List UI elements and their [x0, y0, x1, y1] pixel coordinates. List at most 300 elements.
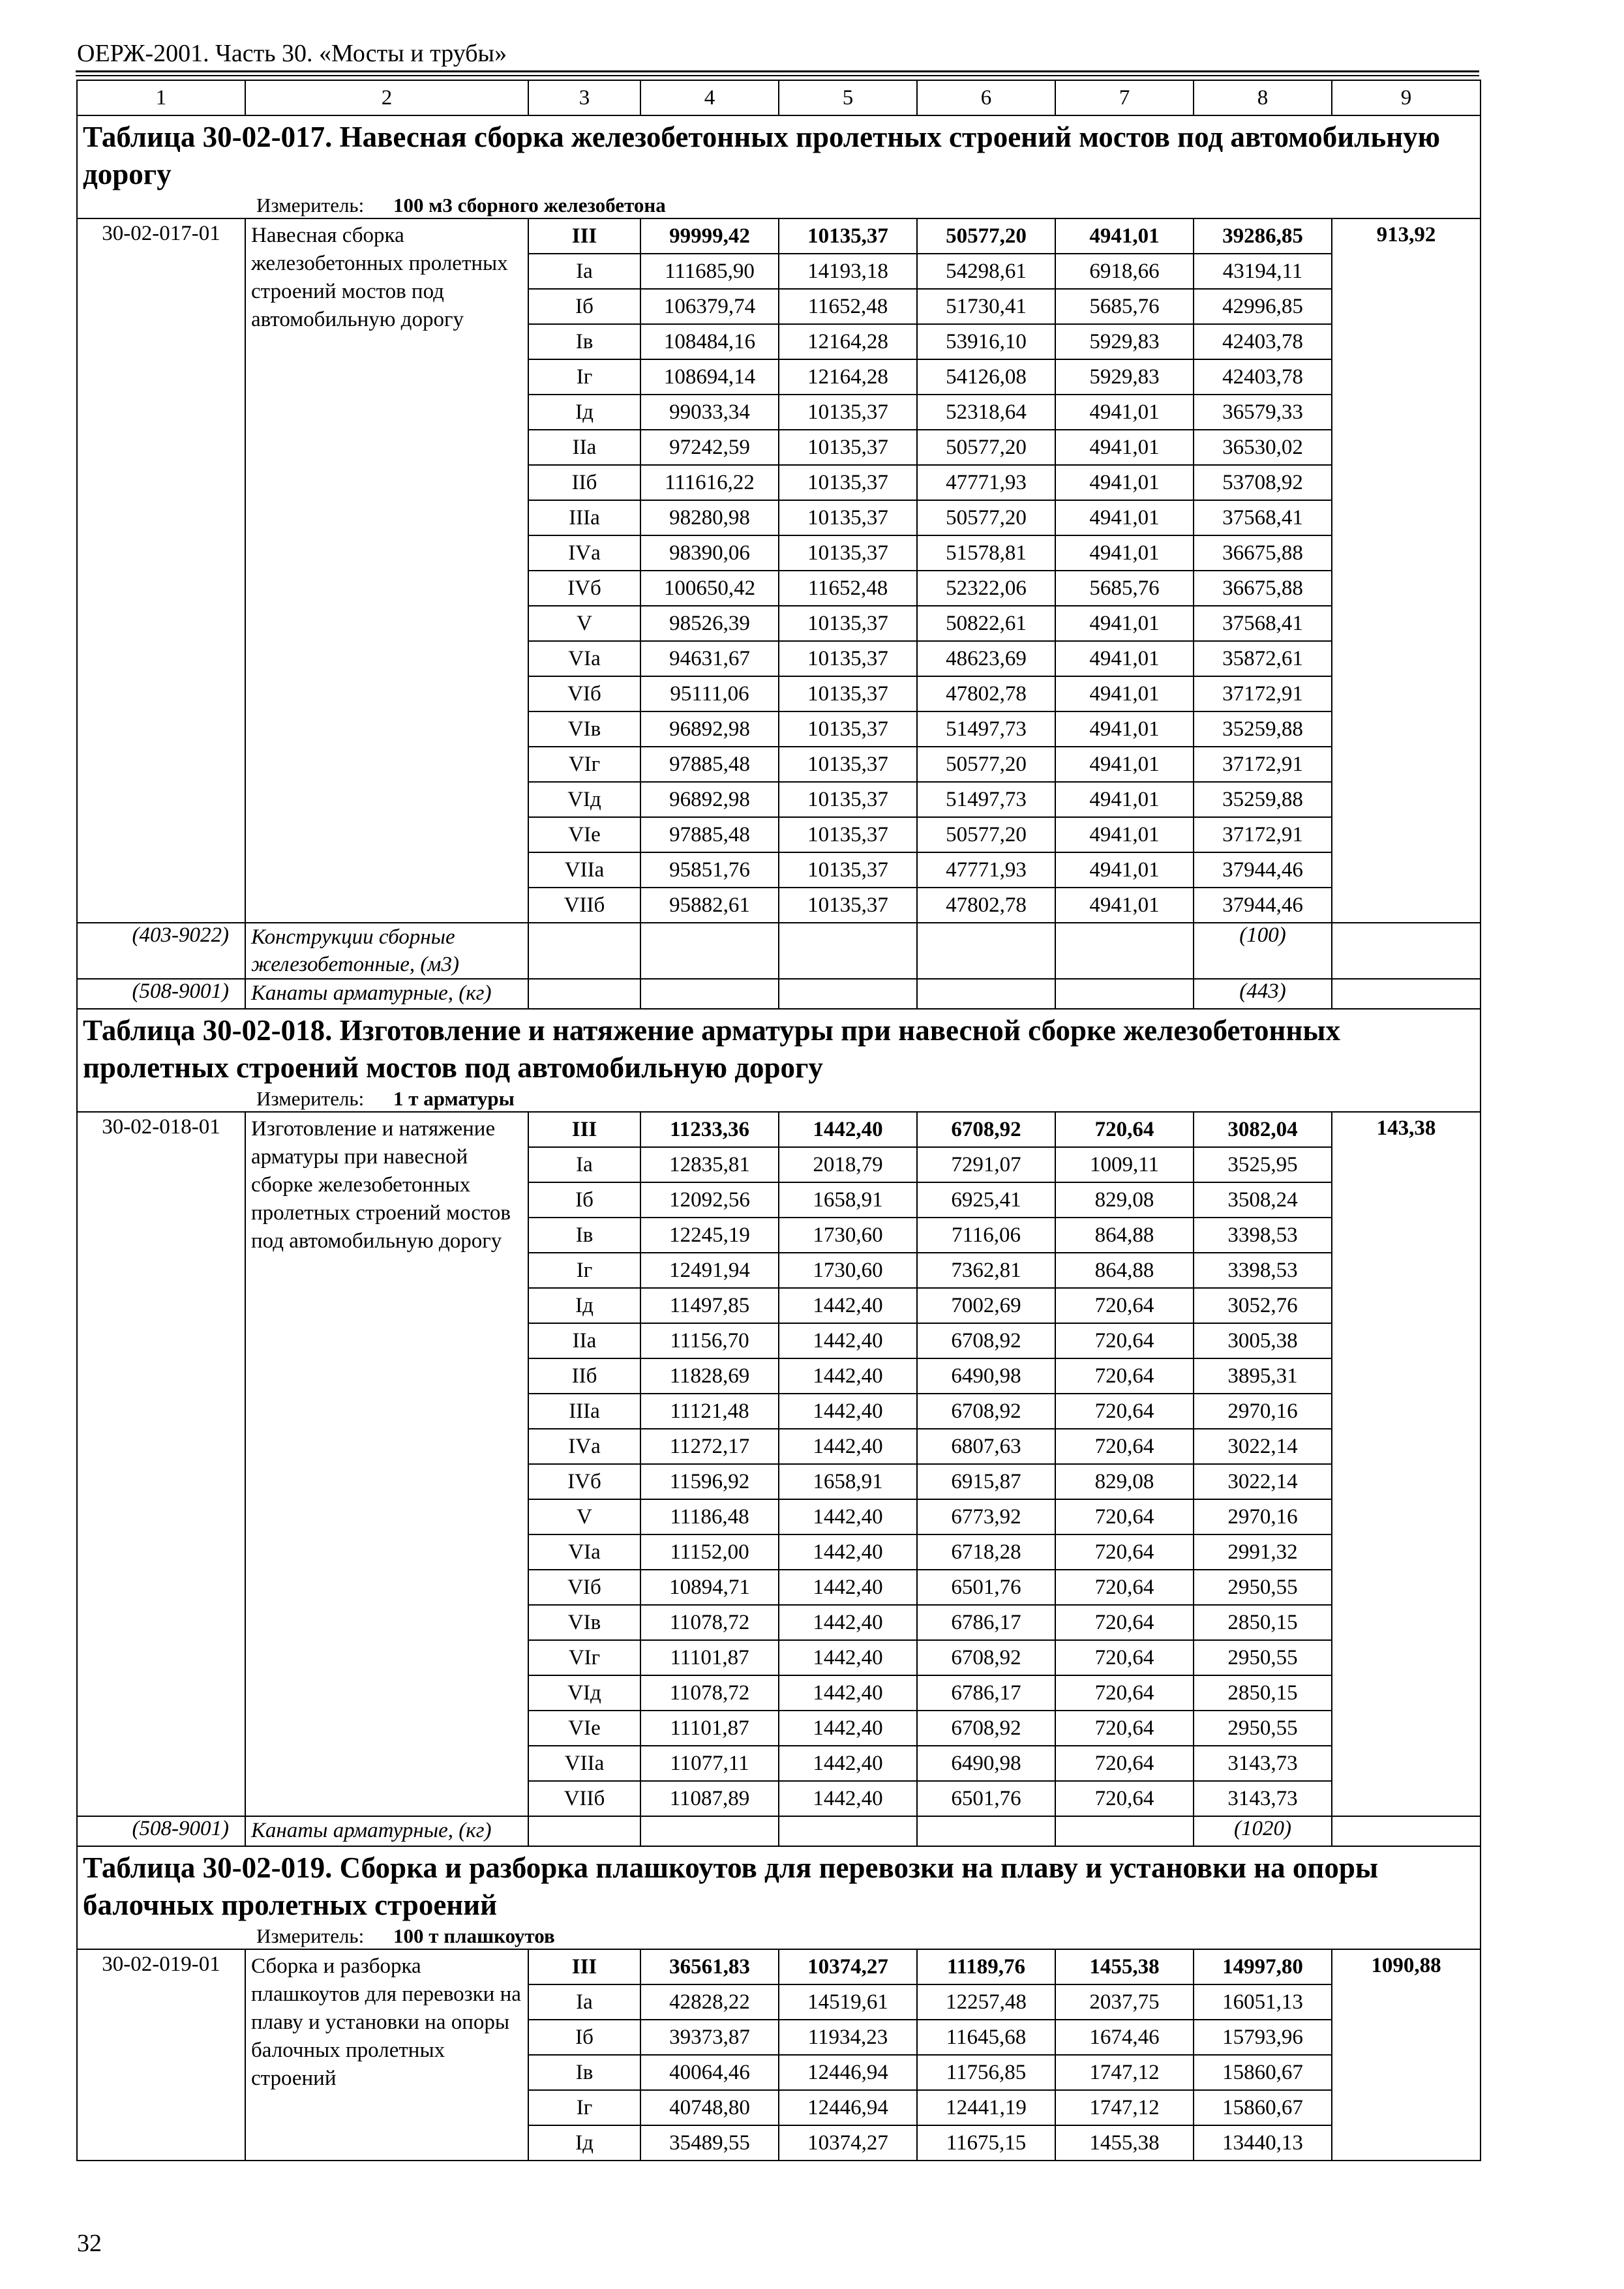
value-cell: 48623,69	[917, 641, 1055, 676]
value-cell: 47802,78	[917, 676, 1055, 711]
value-cell: 15793,96	[1194, 2020, 1332, 2055]
value-cell: 50577,20	[917, 218, 1055, 254]
unit-value: 1 т арматуры	[393, 1087, 515, 1110]
col-num: 2	[245, 80, 528, 115]
row-code: 30-02-019-01	[77, 1949, 245, 2161]
value-cell: 10135,37	[779, 430, 917, 465]
value-cell: 6918,66	[1055, 254, 1194, 289]
value-cell: 720,64	[1055, 1499, 1194, 1534]
zone-cell: Iв	[528, 324, 640, 359]
col-num: 6	[917, 80, 1055, 115]
value-cell: 99033,34	[640, 395, 779, 430]
value-cell: 10135,37	[779, 711, 917, 747]
unit-label: Измеритель:	[256, 194, 365, 217]
value-cell: 14997,80	[1194, 1949, 1332, 1984]
value-cell: 2970,16	[1194, 1499, 1332, 1534]
empty-cell	[917, 1816, 1055, 1846]
empty-cell	[528, 1816, 640, 1846]
value-cell: 1442,40	[779, 1499, 917, 1534]
zone-cell: IIб	[528, 1358, 640, 1394]
value-cell: 14193,18	[779, 254, 917, 289]
value-cell: 720,64	[1055, 1394, 1194, 1429]
unit-cell	[77, 193, 1481, 218]
value-cell: 11186,48	[640, 1499, 779, 1534]
table-row	[77, 218, 1481, 254]
unit-value: 100 м3 сборного железобетона	[393, 194, 666, 217]
value-cell: 47771,93	[917, 465, 1055, 500]
value-cell: 108484,16	[640, 324, 779, 359]
value-cell: 4941,01	[1055, 747, 1194, 782]
value-cell: 6708,92	[917, 1640, 1055, 1675]
value-cell: 37172,91	[1194, 676, 1332, 711]
value-cell: 10135,37	[779, 606, 917, 641]
value-cell: 6773,92	[917, 1499, 1055, 1534]
empty-cell	[779, 923, 917, 979]
empty-cell	[640, 1816, 779, 1846]
value-cell: 720,64	[1055, 1640, 1194, 1675]
col-num: 8	[1194, 80, 1332, 115]
value-cell: 10894,71	[640, 1570, 779, 1605]
value-cell: 720,64	[1055, 1323, 1194, 1358]
value-cell: 11077,11	[640, 1746, 779, 1781]
zone-cell: VIв	[528, 1605, 640, 1640]
zone-cell: VIд	[528, 782, 640, 817]
value-cell: 12446,94	[779, 2055, 917, 2090]
value-cell: 1747,12	[1055, 2090, 1194, 2125]
table-body	[77, 80, 1481, 2161]
zone-cell: VIIа	[528, 1746, 640, 1781]
value-cell: 10135,37	[779, 465, 917, 500]
value-cell: 1442,40	[779, 1358, 917, 1394]
value-cell: 3005,38	[1194, 1323, 1332, 1358]
empty-cell	[1055, 979, 1194, 1009]
value-cell: 108694,14	[640, 359, 779, 395]
value-cell: 7291,07	[917, 1147, 1055, 1182]
value-cell: 11078,72	[640, 1605, 779, 1640]
row-description: Навесная сборка железобетонных пролетных строений мостов под автомобильную дорогу	[245, 218, 528, 923]
value-cell: 11101,87	[640, 1640, 779, 1675]
value-cell: 4941,01	[1055, 430, 1194, 465]
zone-cell: Iб	[528, 1182, 640, 1218]
unit-cell	[77, 1086, 1481, 1112]
unit-label: Измеритель:	[256, 1087, 365, 1110]
empty-cell	[640, 923, 779, 979]
running-header: ОЕРЖ-2001. Часть 30. «Мосты и трубы»	[77, 40, 507, 67]
zone-cell: III	[528, 1112, 640, 1147]
table-title-row	[77, 115, 1481, 193]
zone-cell: IIб	[528, 465, 640, 500]
value-cell: 5929,83	[1055, 359, 1194, 395]
value-cell: 3508,24	[1194, 1182, 1332, 1218]
value-cell: 40064,46	[640, 2055, 779, 2090]
value-cell: 106379,74	[640, 289, 779, 324]
zone-cell: IIIа	[528, 500, 640, 535]
value-cell: 2850,15	[1194, 1675, 1332, 1711]
zone-cell: IIIа	[528, 1394, 640, 1429]
value-cell: 95851,76	[640, 852, 779, 888]
value-cell: 3022,14	[1194, 1464, 1332, 1499]
zone-cell: V	[528, 606, 640, 641]
value-cell: 4941,01	[1055, 465, 1194, 500]
value-cell: 11101,87	[640, 1711, 779, 1746]
value-cell: 6708,92	[917, 1711, 1055, 1746]
empty-cell	[1332, 979, 1481, 1009]
value-cell: 50577,20	[917, 430, 1055, 465]
value-cell: 3052,76	[1194, 1288, 1332, 1323]
value-cell: 37944,46	[1194, 888, 1332, 923]
value-cell: 5685,76	[1055, 289, 1194, 324]
value-cell: 94631,67	[640, 641, 779, 676]
value-cell: 2850,15	[1194, 1605, 1332, 1640]
value-cell: 720,64	[1055, 1675, 1194, 1711]
value-cell: 42403,78	[1194, 324, 1332, 359]
value-cell: 51578,81	[917, 535, 1055, 571]
zone-cell: Iв	[528, 2055, 640, 2090]
value-cell: 4941,01	[1055, 782, 1194, 817]
resource-code: (403-9022)	[77, 923, 245, 979]
value-cell: 10135,37	[779, 817, 917, 852]
value-cell: 2037,75	[1055, 1984, 1194, 2020]
value-cell: 11652,48	[779, 289, 917, 324]
value-cell: 10135,37	[779, 747, 917, 782]
value-cell: 3398,53	[1194, 1218, 1332, 1253]
value-cell: 35489,55	[640, 2125, 779, 2161]
zone-cell: IVб	[528, 1464, 640, 1499]
table-title: Таблица 30-02-017. Навесная сборка железобетонных пролетных строений мостов под автомобильную дорогу	[77, 115, 1481, 193]
resource-row	[77, 1816, 1481, 1846]
value-cell: 4941,01	[1055, 676, 1194, 711]
value-cell: 12164,28	[779, 359, 917, 395]
value-cell: 10374,27	[779, 2125, 917, 2161]
value-cell: 1442,40	[779, 1675, 917, 1711]
value-cell: 40748,80	[640, 2090, 779, 2125]
value-cell: 10135,37	[779, 852, 917, 888]
value-cell: 11497,85	[640, 1288, 779, 1323]
value-cell: 36530,02	[1194, 430, 1332, 465]
table-title-row	[77, 1009, 1481, 1086]
value-cell: 39286,85	[1194, 218, 1332, 254]
value-cell: 12491,94	[640, 1253, 779, 1288]
row-description: Изготовление и натяжение арматуры при навесной сборке железобетонных пролетных строений мостов под автомобильную дорогу	[245, 1112, 528, 1816]
col9-value: 1090,88	[1332, 1949, 1481, 2161]
zone-cell: V	[528, 1499, 640, 1534]
value-cell: 1658,91	[779, 1464, 917, 1499]
value-cell: 37172,91	[1194, 747, 1332, 782]
value-cell: 15860,67	[1194, 2055, 1332, 2090]
value-cell: 35259,88	[1194, 711, 1332, 747]
value-cell: 98390,06	[640, 535, 779, 571]
value-cell: 1455,38	[1055, 2125, 1194, 2161]
value-cell: 47802,78	[917, 888, 1055, 923]
zone-cell: IVа	[528, 1429, 640, 1464]
zone-cell: VIа	[528, 1534, 640, 1570]
value-cell: 99999,42	[640, 218, 779, 254]
value-cell: 6708,92	[917, 1323, 1055, 1358]
resource-qty: (1020)	[1194, 1816, 1332, 1846]
table-title: Таблица 30-02-018. Изготовление и натяжение арматуры при навесной сборке железобетонных пролетных строений мостов под автомобильную дорогу	[77, 1009, 1481, 1086]
value-cell: 42996,85	[1194, 289, 1332, 324]
zone-cell: Iб	[528, 2020, 640, 2055]
value-cell: 5929,83	[1055, 324, 1194, 359]
value-cell: 12164,28	[779, 324, 917, 359]
value-cell: 6501,76	[917, 1781, 1055, 1816]
value-cell: 1442,40	[779, 1781, 917, 1816]
value-cell: 6708,92	[917, 1394, 1055, 1429]
value-cell: 42403,78	[1194, 359, 1332, 395]
value-cell: 12835,81	[640, 1147, 779, 1182]
value-cell: 47771,93	[917, 852, 1055, 888]
value-cell: 4941,01	[1055, 817, 1194, 852]
value-cell: 10135,37	[779, 888, 917, 923]
value-cell: 10135,37	[779, 218, 917, 254]
value-cell: 2950,55	[1194, 1570, 1332, 1605]
empty-cell	[917, 923, 1055, 979]
value-cell: 1442,40	[779, 1429, 917, 1464]
value-cell: 12441,19	[917, 2090, 1055, 2125]
value-cell: 6807,63	[917, 1429, 1055, 1464]
table-title: Таблица 30-02-019. Сборка и разборка плашкоутов для перевозки на плаву и установки на опоры балочных пролетных строений	[77, 1846, 1481, 1924]
header-rule-thin	[76, 75, 1479, 76]
zone-cell: Iг	[528, 2090, 640, 2125]
empty-cell	[1055, 923, 1194, 979]
value-cell: 3525,95	[1194, 1147, 1332, 1182]
value-cell: 10135,37	[779, 395, 917, 430]
value-cell: 6490,98	[917, 1746, 1055, 1781]
value-cell: 829,08	[1055, 1464, 1194, 1499]
value-cell: 98280,98	[640, 500, 779, 535]
empty-cell	[640, 979, 779, 1009]
value-cell: 10135,37	[779, 641, 917, 676]
value-cell: 720,64	[1055, 1534, 1194, 1570]
value-cell: 52318,64	[917, 395, 1055, 430]
value-cell: 97242,59	[640, 430, 779, 465]
zone-cell: IIа	[528, 1323, 640, 1358]
column-number-row	[77, 80, 1481, 115]
value-cell: 720,64	[1055, 1112, 1194, 1147]
zone-cell: Iд	[528, 395, 640, 430]
value-cell: 720,64	[1055, 1358, 1194, 1394]
value-cell: 4941,01	[1055, 395, 1194, 430]
value-cell: 50577,20	[917, 747, 1055, 782]
value-cell: 2950,55	[1194, 1711, 1332, 1746]
unit-row	[77, 1924, 1481, 1949]
empty-cell	[917, 979, 1055, 1009]
resource-row	[77, 923, 1481, 979]
value-cell: 3895,31	[1194, 1358, 1332, 1394]
value-cell: 1009,11	[1055, 1147, 1194, 1182]
value-cell: 10135,37	[779, 782, 917, 817]
estimate-table	[76, 80, 1481, 2161]
zone-cell: Iв	[528, 1218, 640, 1253]
value-cell: 10135,37	[779, 500, 917, 535]
zone-cell: VIг	[528, 747, 640, 782]
unit-row	[77, 1086, 1481, 1112]
table-title-row	[77, 1846, 1481, 1924]
value-cell: 1442,40	[779, 1323, 917, 1358]
zone-cell: Iа	[528, 1984, 640, 2020]
resource-qty: (443)	[1194, 979, 1332, 1009]
value-cell: 100650,42	[640, 571, 779, 606]
unit-label: Измеритель:	[256, 1924, 365, 1947]
value-cell: 50822,61	[917, 606, 1055, 641]
zone-cell: IVб	[528, 571, 640, 606]
col-num: 7	[1055, 80, 1194, 115]
value-cell: 1747,12	[1055, 2055, 1194, 2090]
zone-cell: VIе	[528, 817, 640, 852]
value-cell: 2018,79	[779, 1147, 917, 1182]
value-cell: 4941,01	[1055, 500, 1194, 535]
row-code: 30-02-018-01	[77, 1112, 245, 1816]
zone-cell: III	[528, 1949, 640, 1984]
col-num: 9	[1332, 80, 1481, 115]
col-num: 3	[528, 80, 640, 115]
col-num: 1	[77, 80, 245, 115]
value-cell: 1442,40	[779, 1112, 917, 1147]
value-cell: 36561,83	[640, 1949, 779, 1984]
value-cell: 50577,20	[917, 817, 1055, 852]
value-cell: 1442,40	[779, 1534, 917, 1570]
zone-cell: VIб	[528, 1570, 640, 1605]
resource-row	[77, 979, 1481, 1009]
value-cell: 4941,01	[1055, 711, 1194, 747]
value-cell: 6490,98	[917, 1358, 1055, 1394]
zone-cell: VIа	[528, 641, 640, 676]
value-cell: 7002,69	[917, 1288, 1055, 1323]
value-cell: 12092,56	[640, 1182, 779, 1218]
resource-name: Конструкции сборные железобетонные, (м3)	[245, 923, 528, 979]
value-cell: 7362,81	[917, 1253, 1055, 1288]
value-cell: 12446,94	[779, 2090, 917, 2125]
empty-cell	[779, 1816, 917, 1846]
unit-row	[77, 193, 1481, 218]
value-cell: 11156,70	[640, 1323, 779, 1358]
zone-cell: VIIб	[528, 888, 640, 923]
value-cell: 3082,04	[1194, 1112, 1332, 1147]
value-cell: 15860,67	[1194, 2090, 1332, 2125]
empty-cell	[1332, 923, 1481, 979]
value-cell: 36675,88	[1194, 535, 1332, 571]
value-cell: 1442,40	[779, 1570, 917, 1605]
zone-cell: VIд	[528, 1675, 640, 1711]
zone-cell: Iа	[528, 1147, 640, 1182]
value-cell: 2970,16	[1194, 1394, 1332, 1429]
value-cell: 2991,32	[1194, 1534, 1332, 1570]
value-cell: 3143,73	[1194, 1746, 1332, 1781]
row-description: Сборка и разборка плашкоутов для перевозки на плаву и установки на опоры балочных пролетных строений	[245, 1949, 528, 2161]
value-cell: 98526,39	[640, 606, 779, 641]
value-cell: 39373,87	[640, 2020, 779, 2055]
value-cell: 35872,61	[1194, 641, 1332, 676]
value-cell: 37944,46	[1194, 852, 1332, 888]
unit-value: 100 т плашкоутов	[393, 1924, 555, 1947]
row-code: 30-02-017-01	[77, 218, 245, 923]
value-cell: 97885,48	[640, 747, 779, 782]
value-cell: 1674,46	[1055, 2020, 1194, 2055]
value-cell: 37568,41	[1194, 606, 1332, 641]
value-cell: 11233,36	[640, 1112, 779, 1147]
value-cell: 6786,17	[917, 1605, 1055, 1640]
value-cell: 53708,92	[1194, 465, 1332, 500]
value-cell: 11596,92	[640, 1464, 779, 1499]
value-cell: 11078,72	[640, 1675, 779, 1711]
col-num: 4	[640, 80, 779, 115]
value-cell: 111616,22	[640, 465, 779, 500]
value-cell: 4941,01	[1055, 641, 1194, 676]
value-cell: 95882,61	[640, 888, 779, 923]
value-cell: 864,88	[1055, 1218, 1194, 1253]
value-cell: 6786,17	[917, 1675, 1055, 1711]
empty-cell	[779, 979, 917, 1009]
zone-cell: VIв	[528, 711, 640, 747]
value-cell: 3143,73	[1194, 1781, 1332, 1816]
table-row	[77, 1949, 1481, 1984]
value-cell: 720,64	[1055, 1746, 1194, 1781]
value-cell: 5685,76	[1055, 571, 1194, 606]
value-cell: 11272,17	[640, 1429, 779, 1464]
col9-value: 143,38	[1332, 1112, 1481, 1816]
value-cell: 1442,40	[779, 1288, 917, 1323]
value-cell: 43194,11	[1194, 254, 1332, 289]
value-cell: 1442,40	[779, 1746, 917, 1781]
value-cell: 51730,41	[917, 289, 1055, 324]
resource-name: Канаты арматурные, (кг)	[245, 1816, 528, 1846]
value-cell: 10135,37	[779, 535, 917, 571]
value-cell: 720,64	[1055, 1570, 1194, 1605]
value-cell: 36675,88	[1194, 571, 1332, 606]
empty-cell	[1332, 1816, 1481, 1846]
value-cell: 720,64	[1055, 1711, 1194, 1746]
value-cell: 1442,40	[779, 1640, 917, 1675]
empty-cell	[1055, 1816, 1194, 1846]
value-cell: 1658,91	[779, 1182, 917, 1218]
zone-cell: III	[528, 218, 640, 254]
value-cell: 96892,98	[640, 711, 779, 747]
zone-cell: Iа	[528, 254, 640, 289]
value-cell: 1442,40	[779, 1394, 917, 1429]
value-cell: 11087,89	[640, 1781, 779, 1816]
value-cell: 10374,27	[779, 1949, 917, 1984]
resource-code: (508-9001)	[77, 979, 245, 1009]
value-cell: 1442,40	[779, 1711, 917, 1746]
value-cell: 13440,13	[1194, 2125, 1332, 2161]
resource-name: Канаты арматурные, (кг)	[245, 979, 528, 1009]
resource-code: (508-9001)	[77, 1816, 245, 1846]
value-cell: 14519,61	[779, 1984, 917, 2020]
value-cell: 37172,91	[1194, 817, 1332, 852]
zone-cell: VIб	[528, 676, 640, 711]
value-cell: 16051,13	[1194, 1984, 1332, 2020]
value-cell: 11121,48	[640, 1394, 779, 1429]
value-cell: 35259,88	[1194, 782, 1332, 817]
value-cell: 6501,76	[917, 1570, 1055, 1605]
unit-cell	[77, 1924, 1481, 1949]
zone-cell: IVа	[528, 535, 640, 571]
page-number: 32	[77, 2230, 102, 2257]
value-cell: 720,64	[1055, 1429, 1194, 1464]
value-cell: 1730,60	[779, 1218, 917, 1253]
zone-cell: Iг	[528, 359, 640, 395]
value-cell: 52322,06	[917, 571, 1055, 606]
value-cell: 720,64	[1055, 1288, 1194, 1323]
zone-cell: VIе	[528, 1711, 640, 1746]
col9-value: 913,92	[1332, 218, 1481, 923]
value-cell: 2950,55	[1194, 1640, 1332, 1675]
value-cell: 7116,06	[917, 1218, 1055, 1253]
value-cell: 97885,48	[640, 817, 779, 852]
value-cell: 720,64	[1055, 1605, 1194, 1640]
value-cell: 720,64	[1055, 1781, 1194, 1816]
value-cell: 4941,01	[1055, 535, 1194, 571]
